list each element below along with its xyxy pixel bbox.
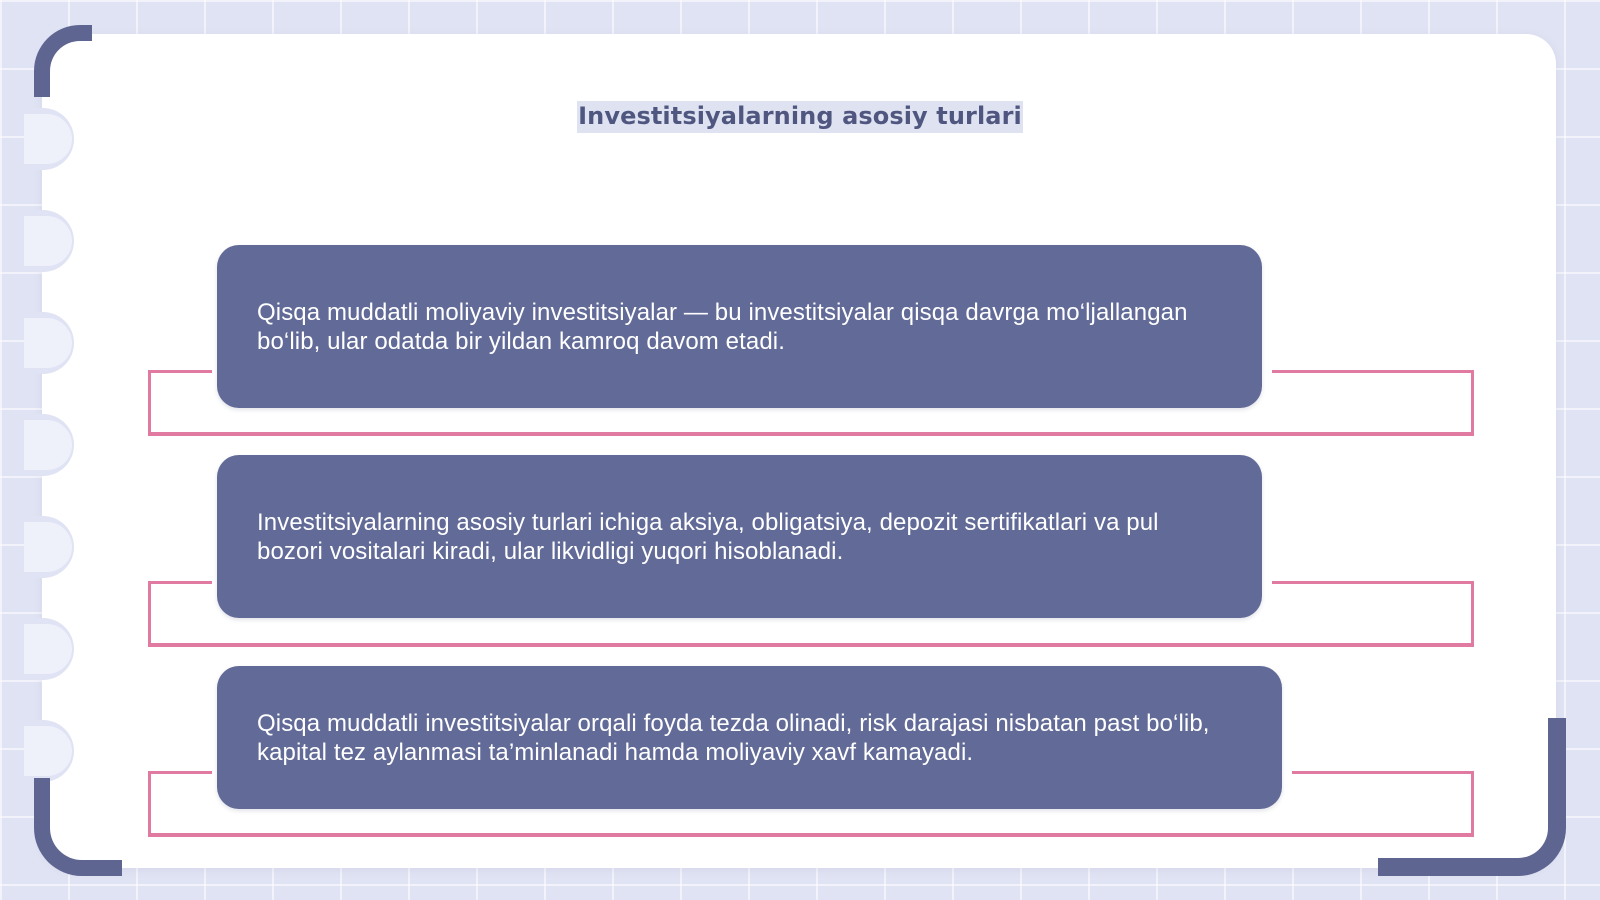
corner-bracket-bottom-left	[34, 778, 122, 876]
slide-title	[0, 95, 1600, 133]
slide-title-text: Investitsiyalarning asosiy turlari	[577, 101, 1023, 133]
info-card-text: Qisqa muddatli investitsiyalar orqali foyda tezda olinadi, risk darajasi nisbatan past bo‘lib, kapital tez aylanmasi ta’minlanadi hamda moliyaviy xavf kamayadi.	[257, 709, 1210, 766]
info-card	[217, 455, 1262, 618]
info-card	[217, 245, 1262, 408]
info-card-text: Investitsiyalarning asosiy turlari ichiga aksiya, obligatsiya, depozit sertifikatlari va pul bozori vositalari kiradi, ular likvidligi yuqori hisoblanadi.	[257, 508, 1159, 565]
info-card	[217, 666, 1282, 809]
info-card-text: Qisqa muddatli moliyaviy investitsiyalar — bu investitsiyalar qisqa davrga mo‘ljallangan bo‘lib, ular odatda bir yildan kamroq davom etadi.	[257, 298, 1188, 355]
corner-bracket-top-left	[34, 25, 92, 97]
